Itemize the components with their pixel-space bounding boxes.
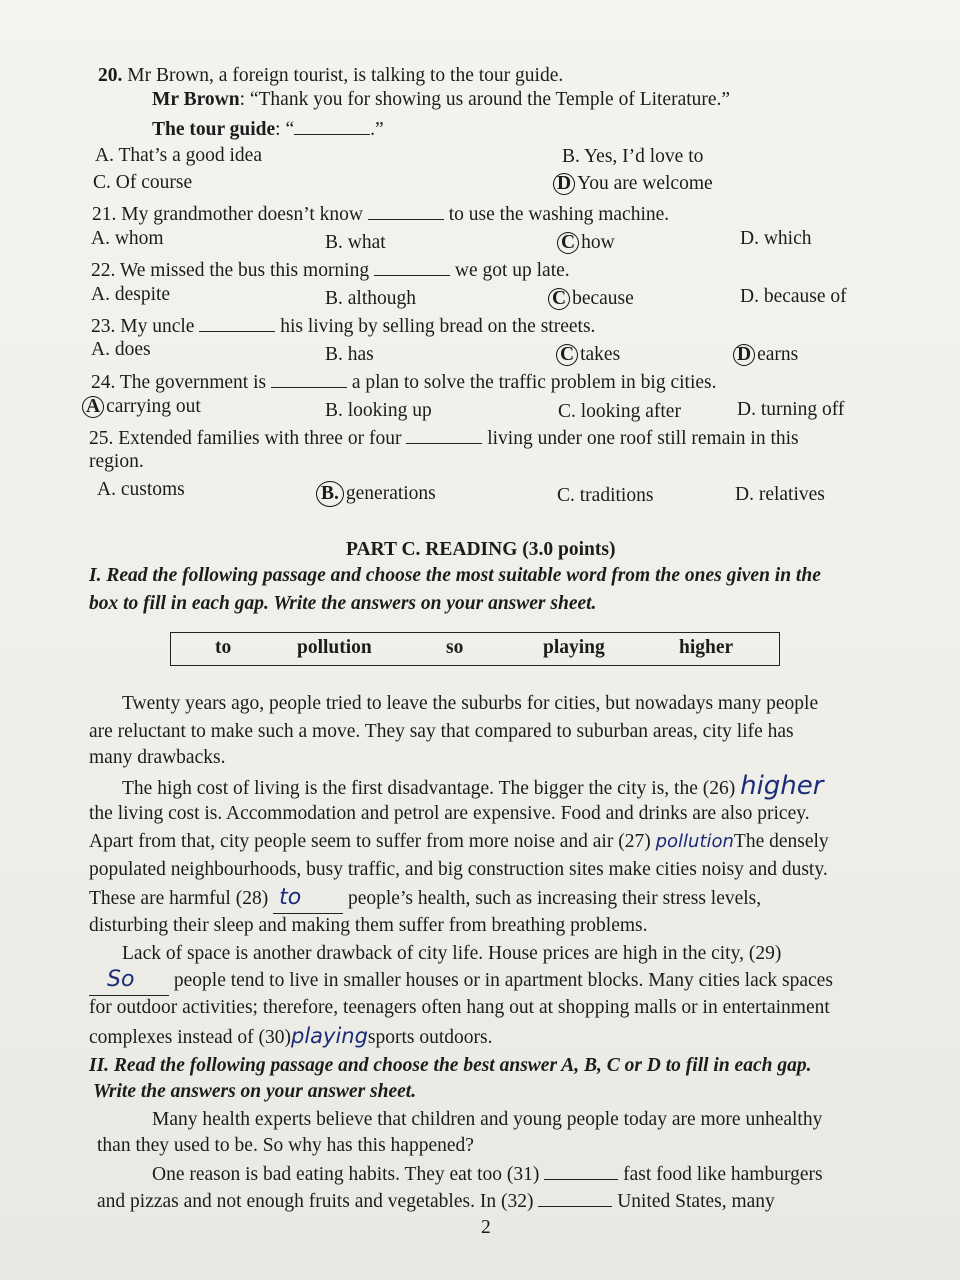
passage-line: disturbing their sleep and making them suffer from breathing problems. (89, 915, 648, 936)
word-box-item: playing (543, 637, 605, 658)
q25-stem: 25. Extended families with three or four living under one roof still remain in this (89, 425, 799, 451)
part-c2-instruction-cont: Write the answers on your answer sheet. (93, 1081, 417, 1102)
q25-option-a[interactable]: A. customs (97, 479, 185, 500)
q25-stem-cont: region. (89, 451, 144, 472)
q20-line2: The tour guide: “ .” (152, 116, 384, 142)
handwritten-answer-30: playing (290, 1024, 368, 1048)
part-c-instruction: I. Read the following passage and choose the most suitable word from the ones given in the (89, 565, 821, 586)
q20-option-b[interactable]: B. Yes, I’d love to (562, 146, 704, 167)
handwritten-answer-28: to (279, 885, 302, 910)
word-box (170, 632, 780, 666)
q20-stem: 20. Mr Brown, a foreign tourist, is talking to the tour guide. (98, 65, 564, 86)
q21-option-d[interactable]: D. which (740, 228, 812, 249)
handwritten-answer-27: pollution (655, 831, 734, 852)
q20-line1: Mr Brown: “Thank you for showing us around the Temple of Literature.” (152, 89, 731, 110)
q23-stem: 23. My uncle his living by selling bread on the streets. (91, 313, 595, 339)
q21-option-a[interactable]: A. whom (91, 228, 164, 249)
circled-answer-mark: D (733, 344, 755, 366)
passage-line: These are harmful (28) to people’s health, such as increasing their stress levels, (89, 884, 761, 914)
handwritten-answer-29: So (107, 967, 135, 992)
part-c2-instruction: II. Read the following passage and choose the best answer A, B, C or D to fill in each gap. (89, 1055, 812, 1076)
q24-option-a[interactable]: A carrying out (82, 395, 201, 419)
passage-line: Apart from that, city people seem to suffer from more noise and air (27) pollutionThe densely (89, 831, 829, 852)
word-box-item: to (215, 637, 232, 658)
circled-answer-mark: C (557, 232, 579, 254)
part-c-instruction-cont: box to fill in each gap. Write the answers on your answer sheet. (89, 593, 597, 614)
q24-option-d[interactable]: D. turning off (737, 399, 845, 420)
q20-option-a[interactable]: A. That’s a good idea (95, 145, 262, 166)
q21-stem: 21. My grandmother doesn’t know to use the washing machine. (92, 201, 669, 227)
passage-line: than they used to be. So why has this happened? (97, 1135, 474, 1156)
q20-option-c[interactable]: C. Of course (93, 172, 193, 193)
circled-answer-mark: C (556, 344, 578, 366)
circled-answer-mark: B. (316, 481, 344, 507)
q21-option-b[interactable]: B. what (325, 232, 386, 253)
passage-line: Lack of space is another drawback of city life. House prices are high in the city, (29) (122, 943, 782, 964)
q22-option-d[interactable]: D. because of (740, 286, 847, 307)
passage-line: Twenty years ago, people tried to leave the suburbs for cities, but nowadays many people (122, 693, 819, 714)
word-box-item: pollution (297, 637, 372, 658)
q22-option-a[interactable]: A. despite (91, 284, 171, 305)
passage-line: So people tend to live in smaller houses or in apartment blocks. Many cities lack spaces (89, 966, 833, 996)
page-number: 2 (481, 1217, 491, 1238)
circled-answer-mark: D (553, 173, 575, 195)
q22-option-b[interactable]: B. although (325, 288, 416, 309)
passage-line: and pizzas and not enough fruits and vegetables. In (32) United States, many (97, 1188, 775, 1216)
q25-option-b[interactable]: B. generations (316, 481, 436, 507)
passage-line: populated neighbourhoods, busy traffic, and big construction sites make cities noisy and dusty. (89, 859, 828, 880)
passage-line: are reluctant to make such a move. They say that compared to suburban areas, city life has (89, 721, 794, 742)
part-c-title: PART C. READING (3.0 points) (346, 539, 616, 560)
q24-option-c[interactable]: C. looking after (558, 401, 681, 422)
q21-option-c[interactable]: C how (557, 231, 615, 255)
q23-option-a[interactable]: A. does (91, 339, 151, 360)
q24-stem: 24. The government is a plan to solve the traffic problem in big cities. (91, 369, 717, 395)
q23-option-c[interactable]: C takes (556, 343, 620, 367)
passage-line: One reason is bad eating habits. They eat too (31) fast food like hamburgers (152, 1161, 823, 1189)
passage-line: Many health experts believe that children and young people today are more unhealthy (152, 1109, 823, 1130)
q23-option-b[interactable]: B. has (325, 344, 374, 365)
word-box-item: higher (679, 637, 734, 658)
q22-stem: 22. We missed the bus this morning we got up late. (91, 257, 570, 283)
passage-line: many drawbacks. (89, 747, 226, 768)
q25-option-d[interactable]: D. relatives (735, 484, 825, 505)
q22-option-c[interactable]: C because (548, 287, 634, 311)
circled-answer-mark: A (82, 396, 104, 418)
circled-answer-mark: C (548, 288, 570, 310)
q23-option-d[interactable]: D earns (733, 343, 798, 367)
word-box-item: so (446, 637, 464, 658)
passage-line: The high cost of living is the first disadvantage. The bigger the city is, the (26) higher (122, 771, 824, 801)
passage-line: complexes instead of (30)playingsports outdoors. (89, 1024, 493, 1048)
q24-option-b[interactable]: B. looking up (325, 400, 432, 421)
passage-line: for outdoor activities; therefore, teenagers often hang out at shopping malls or in entertainment (89, 997, 830, 1018)
handwritten-answer-26: higher (740, 771, 824, 801)
passage-line: the living cost is. Accommodation and petrol are expensive. Food and drinks are also pricey. (89, 803, 810, 824)
q20-option-d[interactable]: D You are welcome (553, 172, 713, 196)
q25-option-c[interactable]: C. traditions (557, 485, 654, 506)
